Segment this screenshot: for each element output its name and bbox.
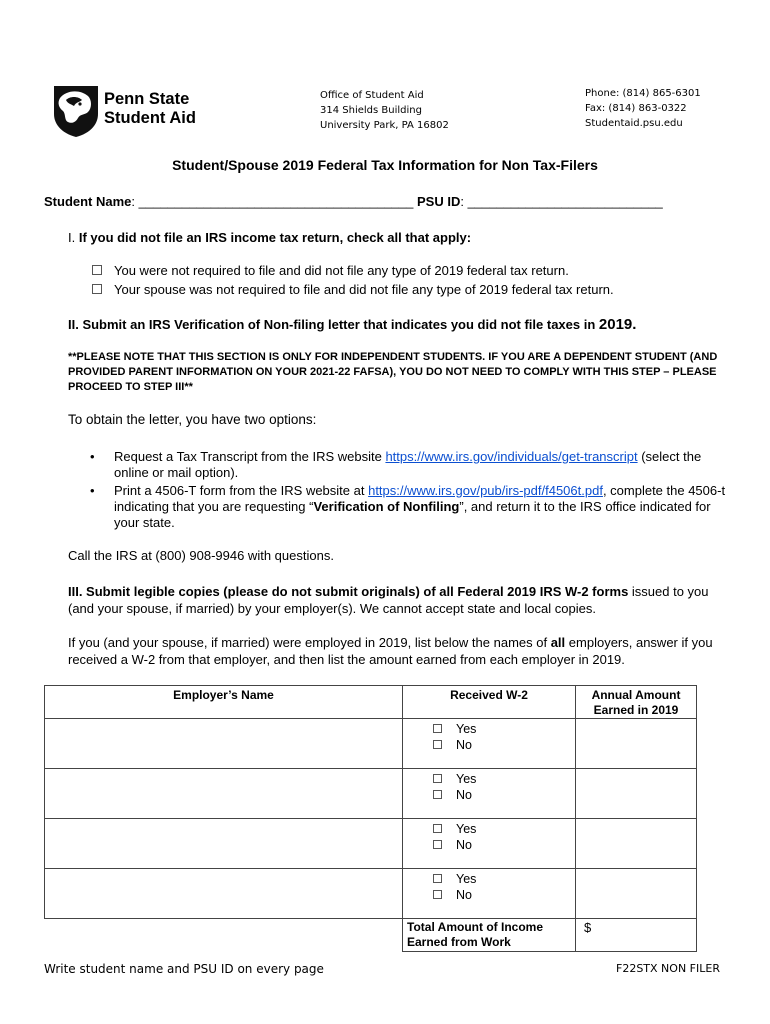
yes-option[interactable]: [433, 721, 575, 737]
list-item: [90, 449, 730, 481]
received-w2-cell: [403, 719, 576, 769]
option-student-not-required[interactable]: [92, 263, 569, 278]
checkbox[interactable]: [92, 265, 102, 275]
contact-info: [585, 86, 701, 131]
amount-cell[interactable]: [576, 869, 697, 919]
option-spouse-not-required[interactable]: [92, 282, 614, 297]
checkbox[interactable]: [433, 824, 442, 833]
employer-name-cell[interactable]: [45, 719, 403, 769]
phone-number: Phone: (814) 865-6301: [585, 88, 701, 99]
employer-name-header: Employer’s Name: [45, 686, 403, 719]
option-label: Your spouse was not required to file and did not file any type of 2019 federal tax return.: [114, 282, 614, 297]
section-3-heading: [68, 583, 738, 617]
office-address: [320, 88, 449, 133]
section-2-heading: [68, 316, 636, 333]
logo-line-2: Student Aid: [104, 109, 196, 127]
bullet-text: (select the online or mail option).: [114, 449, 702, 480]
checkbox[interactable]: [433, 774, 442, 783]
section-1-prefix: I.: [68, 230, 79, 245]
office-line-1: Office of Student Aid: [320, 90, 424, 101]
checkbox[interactable]: [433, 740, 442, 749]
total-income-field[interactable]: $: [576, 919, 697, 952]
total-income-label: Total Amount of Income Earned from Work: [403, 919, 576, 952]
bullet-text: , complete the 4506-t indicating that you are requesting “: [114, 483, 726, 514]
yes-label: Yes: [456, 872, 477, 886]
get-transcript-link[interactable]: https://www.irs.gov/individuals/get-transcript: [385, 449, 638, 464]
psu-id-label: PSU ID: [413, 194, 461, 209]
section-3-heading-bold: III. Submit legible copies (please do not submit originals) of all Federal 2019 IRS W-2 forms: [68, 584, 629, 599]
employer-instructions: [68, 634, 738, 668]
bullet-icon: •: [90, 449, 95, 464]
office-line-3: University Park, PA 16802: [320, 120, 449, 131]
annual-amount-header: Annual Amount Earned in 2019: [576, 686, 697, 719]
section-2-heading-text: II. Submit an IRS Verification of Non-filing letter that indicates you did not file taxes in: [68, 317, 599, 332]
options-list: [90, 449, 730, 533]
received-w2-cell: [403, 819, 576, 869]
form-code: F22STX NON FILER: [616, 962, 720, 975]
no-option[interactable]: [433, 787, 575, 803]
logo-line-1: Penn State: [104, 90, 190, 108]
empty-cell: [45, 919, 403, 952]
received-w2-cell: [403, 869, 576, 919]
section-1-heading: [68, 230, 471, 245]
penn-state-logo: [52, 84, 196, 138]
yes-label: Yes: [456, 722, 477, 736]
footer-note: Write student name and PSU ID on every page: [44, 962, 324, 976]
fax-number: Fax: (814) 863-0322: [585, 103, 687, 114]
instructions-bold: all: [550, 635, 566, 650]
received-w2-cell: [403, 769, 576, 819]
form-4506t-link[interactable]: https://www.irs.gov/pub/irs-pdf/f4506t.pdf: [368, 483, 603, 498]
instructions-text: If you (and your spouse, if married) were employed in 2019, list below the names of: [68, 635, 551, 650]
bullet-text: Print a 4506-T form from the IRS website at: [114, 483, 369, 498]
table-row: [45, 769, 697, 819]
checkbox[interactable]: [433, 724, 442, 733]
irs-phone-text: Call the IRS at (800) 908-9946 with questions.: [68, 548, 334, 563]
no-label: No: [456, 738, 472, 752]
student-name-label: Student Name: [44, 194, 132, 209]
bullet-bold-text: Verification of Nonfiling: [313, 499, 460, 514]
student-id-line: [44, 194, 663, 209]
yes-label: Yes: [456, 772, 477, 786]
list-item: [90, 483, 730, 531]
total-row: [45, 919, 697, 952]
obtain-letter-text: To obtain the letter, you have two options:: [68, 412, 317, 427]
bullet-text: Request a Tax Transcript from the IRS website: [114, 449, 386, 464]
section-1-heading-text: If you did not file an IRS income tax return, check all that apply:: [78, 230, 472, 245]
document-title: Student/Spouse 2019 Federal Tax Information for Non Tax-Filers: [172, 157, 598, 173]
psu-id-field[interactable]: : ___________________________: [460, 194, 663, 209]
yes-option[interactable]: [433, 871, 575, 887]
table-row: [45, 869, 697, 919]
checkbox[interactable]: [433, 840, 442, 849]
website: Studentaid.psu.edu: [585, 118, 683, 129]
employer-name-cell[interactable]: [45, 769, 403, 819]
employer-name-cell[interactable]: [45, 869, 403, 919]
received-w2-header: Received W-2: [403, 686, 576, 719]
amount-cell[interactable]: [576, 819, 697, 869]
option-label: You were not required to file and did not file any type of 2019 federal tax return.: [114, 263, 569, 278]
section-3-heading-rest: issued to you (and your spouse, if married) by your employer(s). We cannot accept state and local copies.: [68, 584, 709, 616]
employer-table: [44, 685, 697, 952]
amount-cell[interactable]: [576, 769, 697, 819]
yes-label: Yes: [456, 822, 477, 836]
office-line-2: 314 Shields Building: [320, 105, 422, 116]
amount-cell[interactable]: [576, 719, 697, 769]
nittany-lion-shield-icon: [52, 84, 100, 138]
no-option[interactable]: [433, 737, 575, 753]
dependent-student-note: **PLEASE NOTE THAT THIS SECTION IS ONLY FOR INDEPENDENT STUDENTS. IF YOU ARE A DEPENDENT STUDENT (AND PROVIDED PARENT INFORMATION ON YOUR 2021-22 FAFSA), YOU DO NOT NEED TO COMPLY WITH THIS STEP – PLEASE PROCEED TO STEP III**: [68, 351, 718, 393]
student-name-field[interactable]: : ______________________________________: [131, 194, 414, 209]
instructions-text: employers, answer if you received a W-2 from that employer, and then list the amount earned from each employer in 2019.: [68, 635, 713, 667]
no-option[interactable]: [433, 837, 575, 853]
yes-option[interactable]: [433, 821, 575, 837]
table-row: [45, 819, 697, 869]
checkbox[interactable]: [433, 790, 442, 799]
table-header-row: [45, 686, 697, 719]
checkbox[interactable]: [433, 890, 442, 899]
employer-name-cell[interactable]: [45, 819, 403, 869]
yes-option[interactable]: [433, 771, 575, 787]
no-label: No: [456, 788, 472, 802]
no-option[interactable]: [433, 887, 575, 903]
checkbox[interactable]: [92, 284, 102, 294]
no-label: No: [456, 888, 472, 902]
bullet-text: ”, and return it to the IRS office indicated for your state.: [114, 499, 711, 530]
bullet-icon: •: [90, 483, 95, 498]
table-row: [45, 719, 697, 769]
no-label: No: [456, 838, 472, 852]
checkbox[interactable]: [433, 874, 442, 883]
section-2-year: 2019.: [598, 316, 637, 333]
